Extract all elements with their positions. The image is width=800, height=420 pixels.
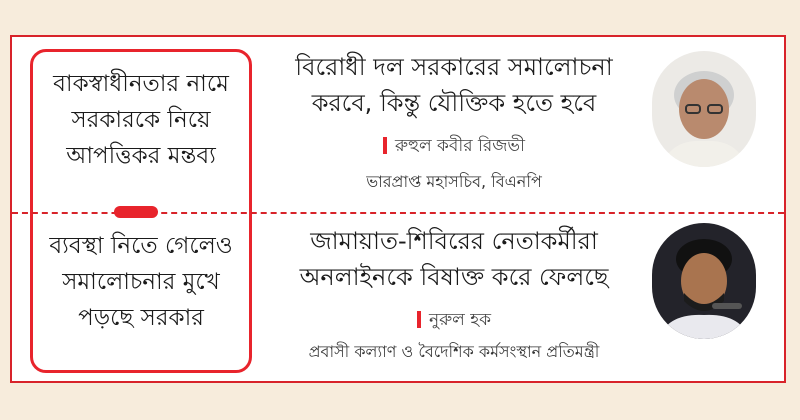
speaker-title: প্রবাসী কল্যাণ ও বৈদেশিক কর্মসংস্থান প্রতিমন্ত্রী <box>308 342 600 361</box>
summary-bottom-line: সমালোচনার মুখে <box>62 269 220 295</box>
headline-line: জামায়াত-শিবিরের নেতাকর্মীরা <box>310 227 598 255</box>
infographic-frame <box>10 35 786 383</box>
speaker-photo <box>652 51 756 167</box>
summary-bottom <box>33 228 249 336</box>
summary-bottom-line: ব্যবস্থা নিতে গেলেও <box>49 233 233 259</box>
summary-bottom-line: পড়ছে সরকার <box>78 305 204 331</box>
speaker-photo <box>652 223 756 339</box>
accent-bar <box>383 137 387 154</box>
quote-headline <box>264 49 644 121</box>
headline-line: বিরোধী দল সরকারের সমালোচনা <box>295 53 613 81</box>
speaker-name-text: রুহুল কবীর রিজভী <box>395 136 525 156</box>
headline-line: করবে, কিন্তু যৌক্তিক হতে হবে <box>311 89 597 117</box>
speaker-title: ভারপ্রাপ্ত মহাসচিব, বিএনপি <box>366 172 542 191</box>
headline-line: অনলাইনকে বিষাক্ত করে ফেলছে <box>299 263 609 291</box>
summary-top <box>33 66 249 174</box>
divider-pill <box>114 206 158 218</box>
speaker-name <box>264 307 644 335</box>
speaker-name-text: নুরুল হক <box>428 310 492 330</box>
speaker-name <box>264 133 644 161</box>
summary-top-line: আপত্তিকর মন্তব্য <box>66 143 216 169</box>
accent-bar <box>417 311 421 328</box>
quote-headline <box>264 223 644 295</box>
summary-top-line: বাকস্বাধীনতার নামে <box>53 71 229 97</box>
summary-top-line: সরকারকে নিয়ে <box>71 107 211 133</box>
